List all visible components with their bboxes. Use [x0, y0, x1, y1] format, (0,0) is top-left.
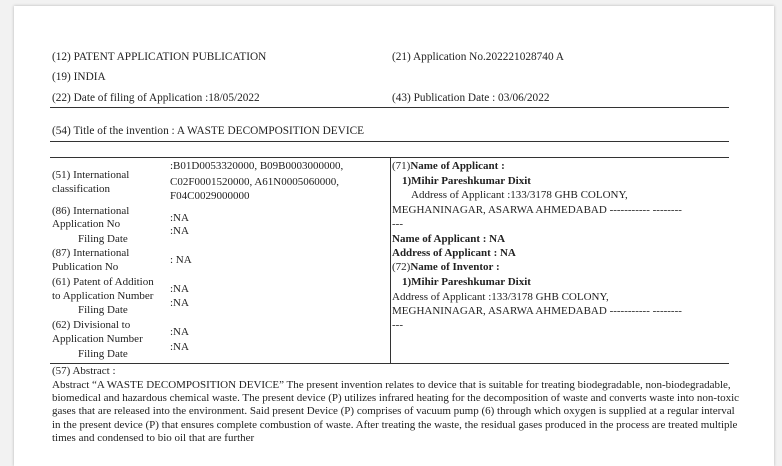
intl-pub-label: (87) International: [52, 247, 130, 259]
applicant-address: Address of Applicant :133/3178 GHB COLONY,: [411, 189, 628, 201]
inventor-address: MEGHANINAGAR, ASARWA AHMEDABAD ----------- --------: [392, 305, 682, 317]
divisional-value: :NA: [170, 326, 189, 338]
intl-app-value: :NA: [170, 225, 189, 237]
country: (19) INDIA: [52, 71, 106, 83]
table-bottom-rule: [50, 363, 729, 364]
applicant-heading-text: Name of Applicant :: [410, 160, 505, 172]
abstract-text: Abstract “A WASTE DECOMPOSITION DEVICE” The present invention relates to device that is suitable for treating biodegradable, non-biodegradable, biomedical and hazardous chemical waste. The present device (P) utilizes infrared heating for the decomposition of waste and converts waste into non-toxic gases that are released into the environment. Said present Device (P) comprises of vacuum pump (6) through which oxygen is supplied at a regular interval in the present device (P) that ensures complete combustion of waste. After treating the waste, the residual gases produced in the process are treated multiple times and condensed to bio oil that are further: [52, 379, 740, 444]
applicant-name-na: Name of Applicant : NA: [392, 233, 506, 245]
applicant-address: ---: [392, 218, 403, 230]
addition-value: :NA: [170, 283, 189, 295]
applicant-heading: [392, 160, 505, 173]
addition-label: to Application Number: [52, 290, 154, 302]
divisional-label: (62) Divisional to: [52, 319, 131, 331]
application-number: (21) Application No.202221028740 A: [392, 51, 564, 63]
filing-date: (22) Date of filing of Application :18/05/2022: [52, 92, 260, 104]
applicant-address: MEGHANINAGAR, ASARWA AHMEDABAD ----------- --------: [392, 204, 682, 216]
intl-class-value: C02F0001520000, A61N0005060000,: [170, 176, 339, 188]
divisional-label: Filing Date: [78, 348, 128, 360]
intl-pub-label: Publication No: [52, 261, 119, 273]
divisional-value: :NA: [170, 341, 189, 353]
table-divider: [390, 157, 391, 363]
intl-class-value: F04C0029000000: [170, 190, 250, 202]
invention-title: (54) Title of the invention : A WASTE DECOMPOSITION DEVICE: [52, 125, 365, 137]
intl-app-label: (86) International: [52, 205, 130, 217]
intl-app-value: :NA: [170, 212, 189, 224]
document-page: [14, 6, 774, 466]
publication-date: (43) Publication Date : 03/06/2022: [392, 92, 550, 104]
intl-app-label: Filing Date: [78, 233, 128, 245]
addition-label: (61) Patent of Addition: [52, 276, 154, 288]
inventor-address: Address of Applicant :133/3178 GHB COLONY,: [392, 291, 609, 303]
applicant-heading-number: (71): [392, 160, 411, 172]
intl-pub-value: : NA: [170, 254, 192, 266]
header-rule: [50, 107, 729, 108]
intl-class-label: classification: [52, 183, 111, 195]
inventor-heading-text: Name of Inventor :: [410, 261, 500, 273]
publication-type: (12) PATENT APPLICATION PUBLICATION: [52, 51, 267, 63]
title-rule: [50, 141, 729, 142]
intl-class-label: (51) International: [52, 169, 130, 181]
inventor-address: ---: [392, 319, 403, 331]
inventor-heading: [392, 261, 500, 274]
inventor-name: 1)Mihir Pareshkumar Dixit: [402, 276, 531, 288]
divisional-label: Application Number: [52, 333, 143, 345]
applicant-name: 1)Mihir Pareshkumar Dixit: [402, 175, 531, 187]
addition-label: Filing Date: [78, 304, 128, 316]
abstract-label: (57) Abstract :: [52, 365, 116, 377]
addition-value: :NA: [170, 297, 189, 309]
applicant-address-na: Address of Applicant : NA: [392, 247, 516, 259]
intl-class-value: :B01D0053320000, B09B0003000000,: [170, 160, 344, 172]
inventor-heading-number: (72): [392, 261, 411, 273]
intl-app-label: Application No: [52, 218, 121, 230]
